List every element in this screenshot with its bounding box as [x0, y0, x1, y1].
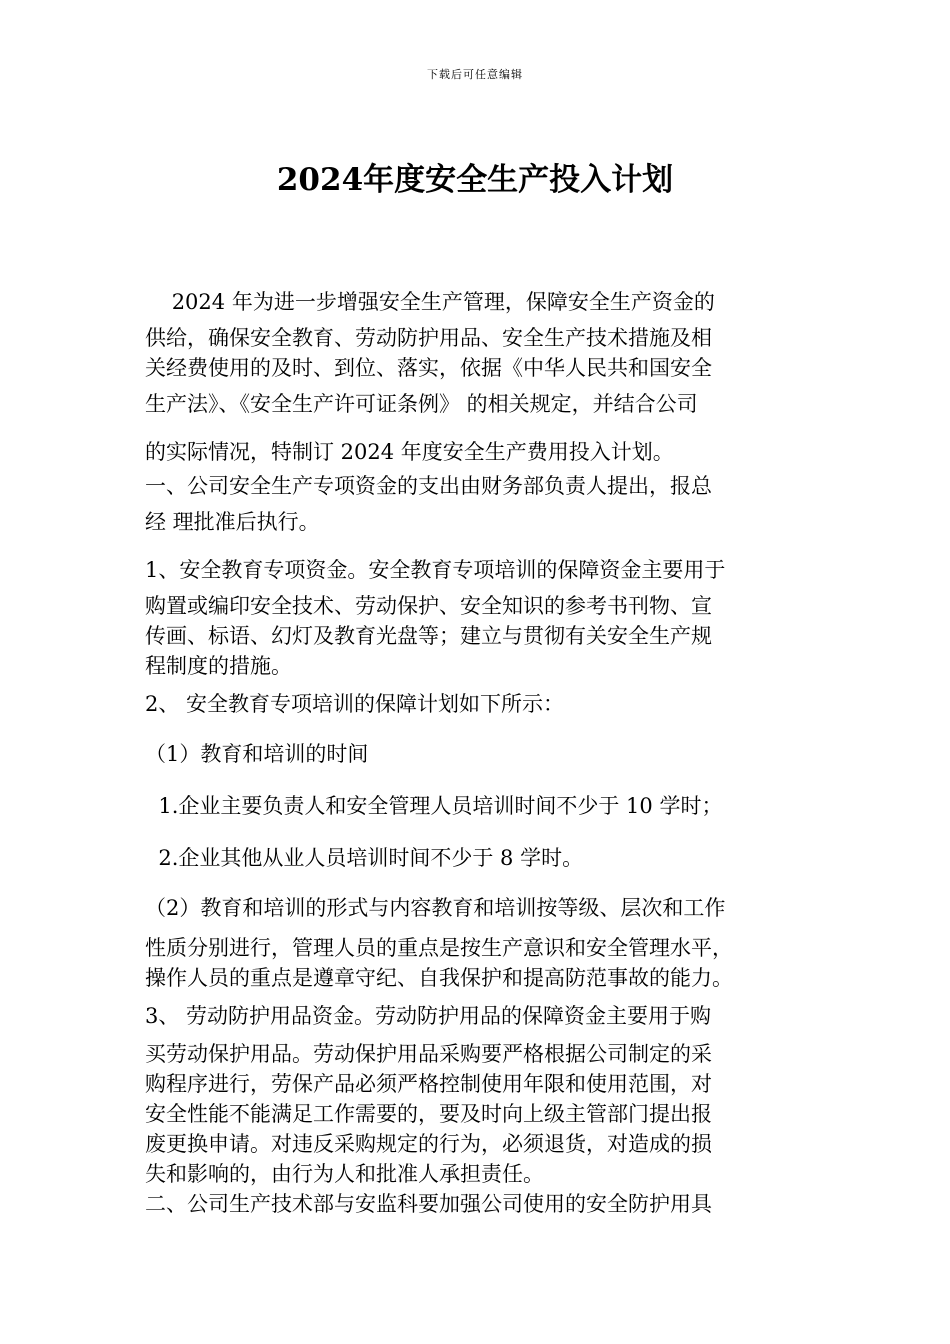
body-line: （2）教育和培训的形式与内容教育和培训按等级、层次和工作	[145, 896, 726, 920]
body-line: 1、安全教育专项资金。安全教育专项培训的保障资金主要用于	[145, 558, 726, 582]
body-line: 生产法》、《安全生产许可证条例》 的相关规定，并结合公司	[145, 392, 698, 416]
body-line: 经 理批准后执行。	[145, 510, 320, 534]
body-line: 废更换申请。对违反采购规定的行为，必须退货，对造成的损	[145, 1132, 712, 1156]
header-note: 下载后可任意编辑	[427, 68, 523, 81]
body-line: 2.企业其他从业人员培训时间不少于 8 学时。	[145, 846, 584, 870]
body-line: 操作人员的重点是遵章守纪、自我保护和提高防范事故的能力。	[145, 966, 733, 990]
body-line: 1.企业主要负责人和安全管理人员培训时间不少于 10 学时；	[145, 794, 723, 818]
body-line: 传画、标语、幻灯及教育光盘等；建立与贯彻有关安全生产规	[145, 624, 712, 648]
document-title: 2024年度安全生产投入计划	[276, 162, 674, 198]
body-line: 失和影响的，由行为人和批准人承担责任。	[145, 1162, 544, 1186]
body-line: （1）教育和培训的时间	[145, 742, 369, 766]
body-line: 程制度的措施。	[145, 654, 292, 678]
body-line: 关经费使用的及时、到位、落实，依据《中华人民共和国安全	[145, 356, 712, 380]
document-body	[145, 288, 805, 1218]
body-line: 3、 劳动防护用品资金。劳动防护用品的保障资金主要用于购	[145, 1004, 712, 1028]
body-line: 性质分别进行，管理人员的重点是按生产意识和安全管理水平，	[145, 936, 733, 960]
body-line: 的实际情况，特制订 2024 年度安全生产费用投入计划。	[145, 440, 674, 464]
body-line: 购程序进行，劳保产品必须严格控制使用年限和使用范围，对	[145, 1072, 712, 1096]
body-line: 2、 安全教育专项培训的保障计划如下所示：	[145, 692, 565, 716]
body-line: 安全性能不能满足工作需要的，要及时向上级主管部门提出报	[145, 1102, 712, 1126]
body-line: 购置或编印安全技术、劳动保护、安全知识的参考书刊物、宣	[145, 594, 712, 618]
body-line: 一、公司安全生产专项资金的支出由财务部负责人提出，报总	[145, 474, 712, 498]
body-line: 买劳动保护用品。劳动保护用品采购要严格根据公司制定的采	[145, 1042, 712, 1066]
body-line: 2024 年为进一步增强安全生产管理，保障安全生产资金的	[145, 290, 715, 314]
body-line: 供给，确保安全教育、劳动防护用品、安全生产技术措施及相	[145, 326, 712, 350]
body-line: 二、公司生产技术部与安监科要加强公司使用的安全防护用具	[145, 1192, 712, 1216]
